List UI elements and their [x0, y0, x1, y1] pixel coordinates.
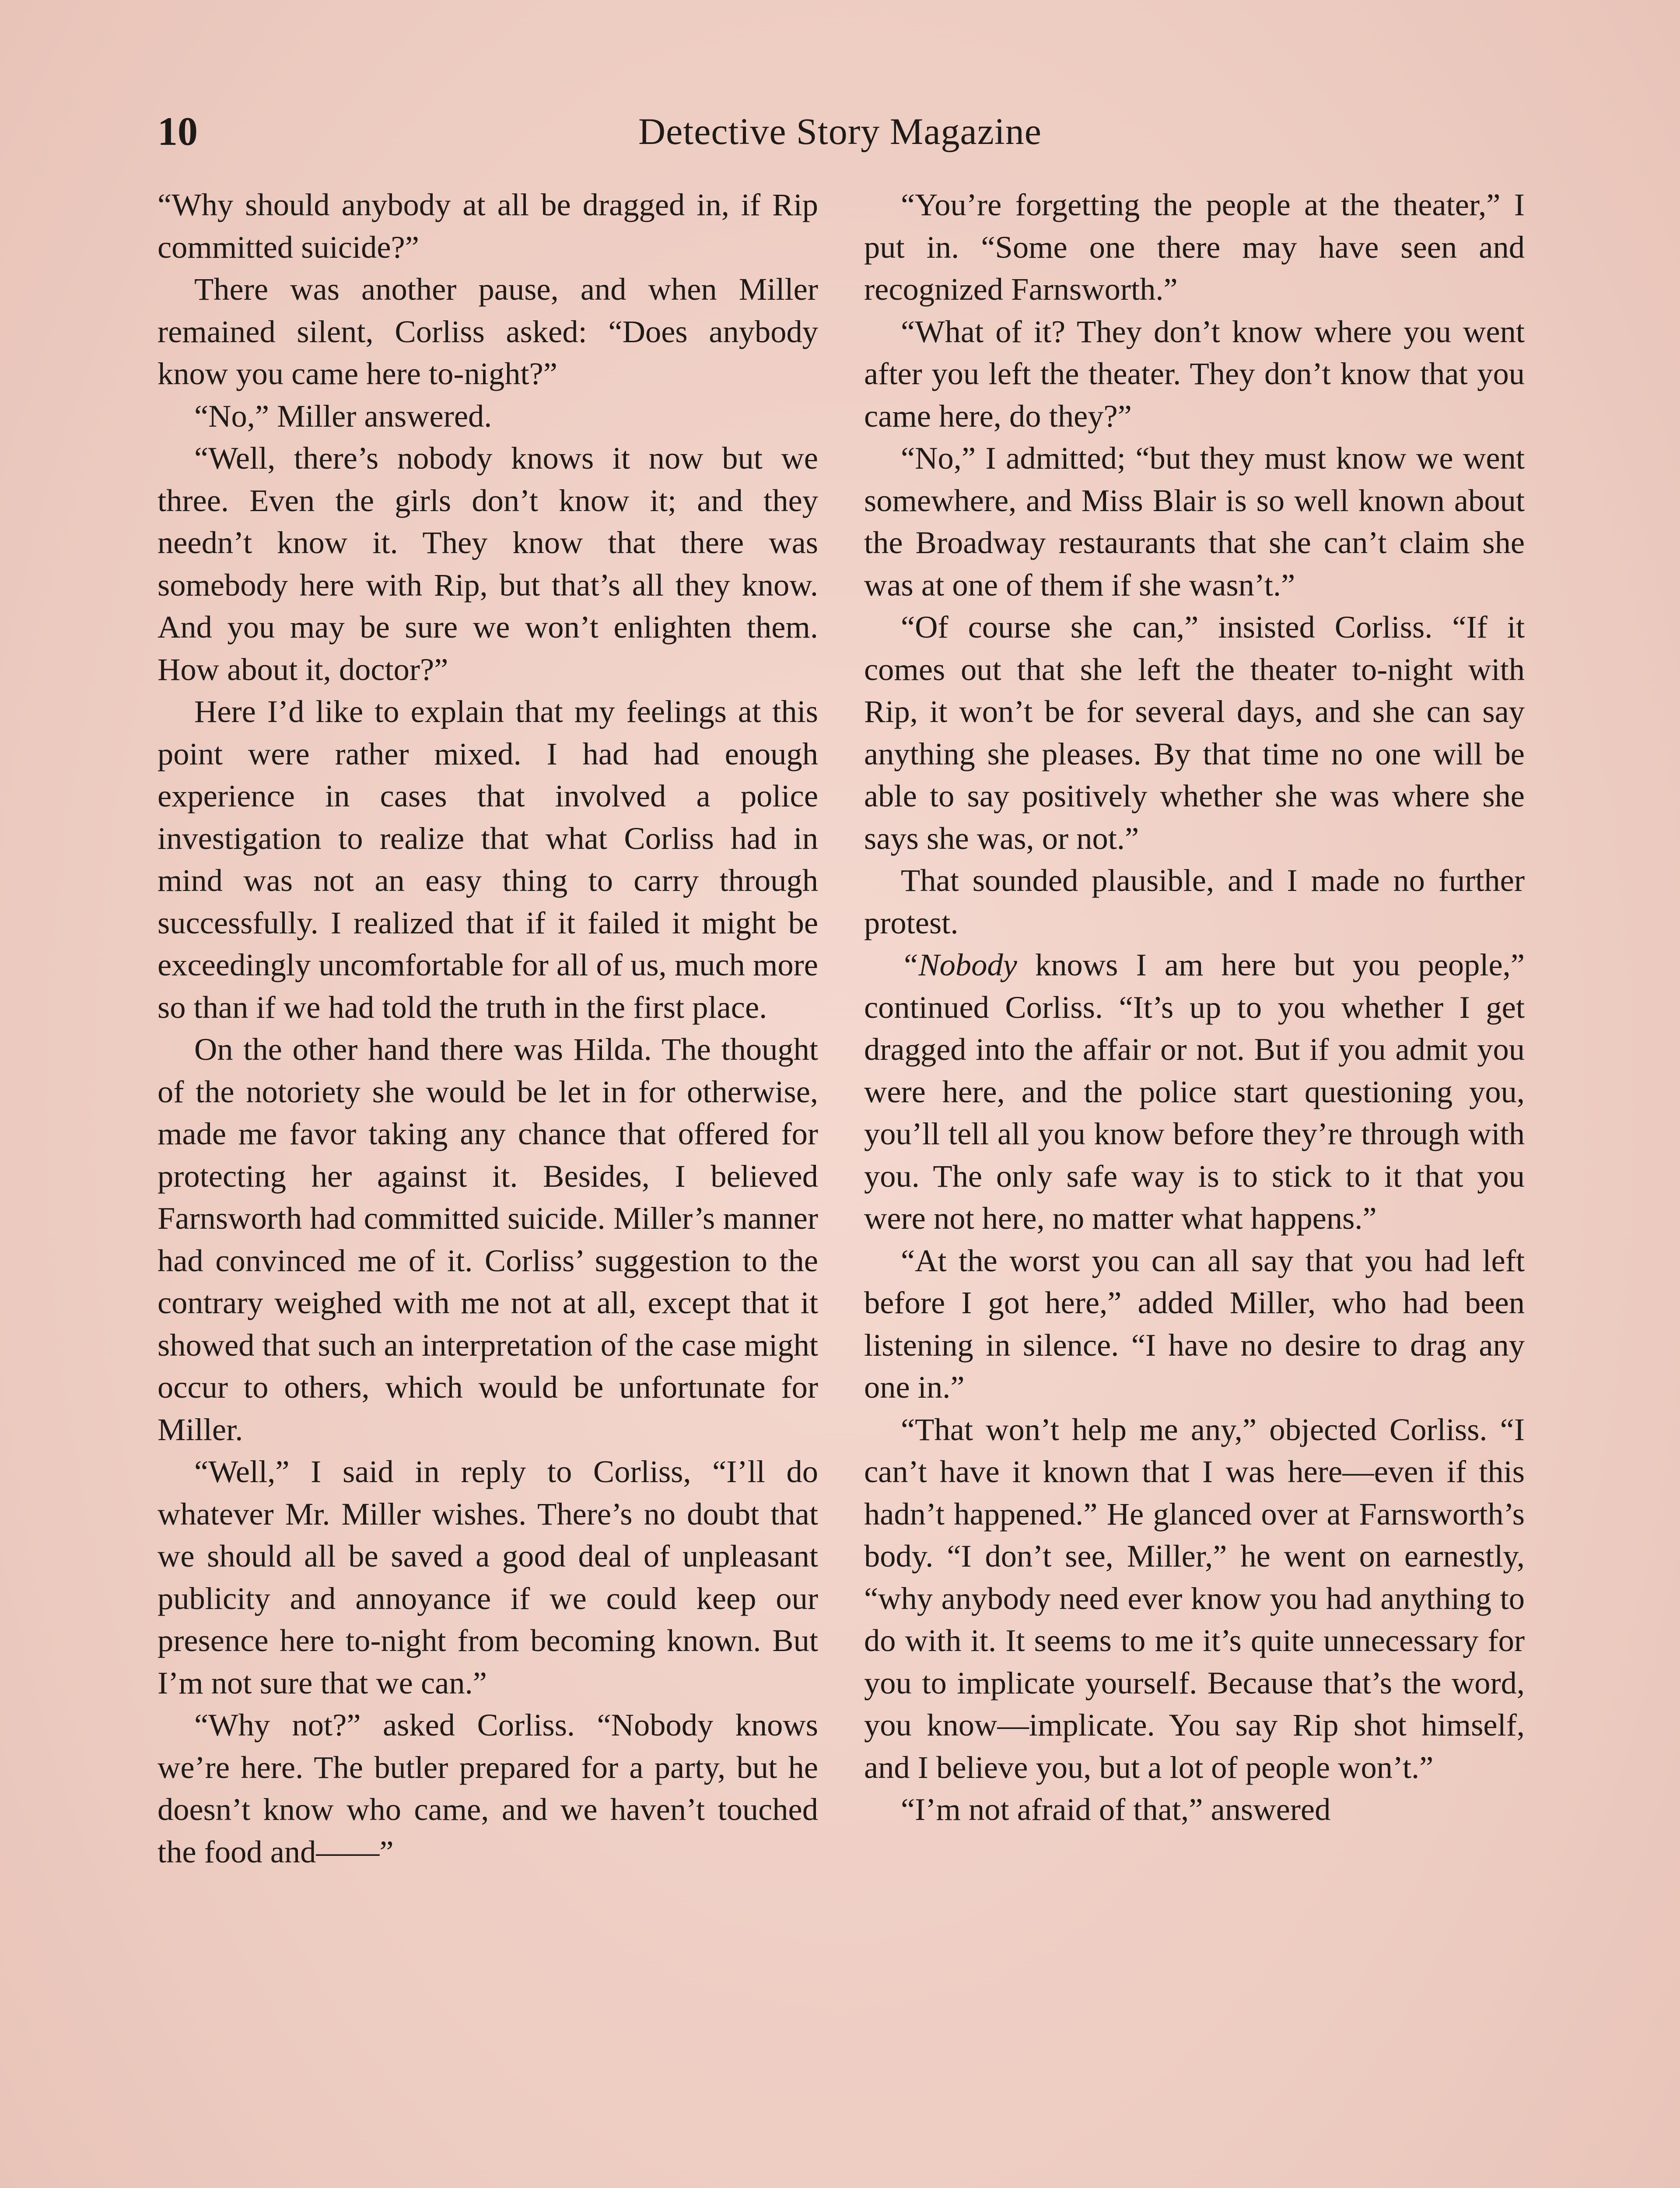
paragraph: “No,” I admitted; “but they must know we went somewhere, and Miss Blair is so well known about the Broadway restaurants that she can’t claim she was at one of them if she wasn’t.”	[864, 440, 1525, 603]
paragraph: “Why not?” asked Corliss. “Nobody knows we’re here. The butler prepared for a party, but he doesn’t know who came, and we haven’t touched the food and——”	[158, 1707, 818, 1869]
emphasized-word: “Nobody	[901, 947, 1017, 982]
paragraph: “That won’t help me any,” objected Corliss. “I can’t have it known that I was here—even if this hadn’t happened.” He glanced over at Farnsworth’s body. “I don’t see, Miller,” he went on earnestly, “why anybody need ever know you had anything to do with it. It seems to me it’s quite unnecessary for you to implicate yourself. Because that’s the word, you know—implicate. You say Rip shot himself, and I believe you, but a lot of people won’t.”	[864, 1411, 1525, 1785]
paragraph: Here I’d like to explain that my feelings at this point were rather mixed. I had had enough experience in cases that involved a police investigation to realize that what Corliss had in mind was not an easy thing to carry through successfully. I realized that if it failed it might be exceedingly uncomfortable for all of us, much more so than if we had told the truth in the first place.	[158, 694, 818, 1025]
paragraph: “Of course she can,” insisted Corliss. “If it comes out that she left the theater to-night with Rip, it won’t be for several days, and she can say anything she pleases. By that time no one will be able to say positively whether she was where she says she was, or not.”	[864, 609, 1525, 856]
paragraph: “What of it? They don’t know where you went after you left the theater. They don’t know that you came here, do they?”	[864, 313, 1525, 434]
page-header	[158, 101, 1522, 162]
paragraph: “No,” Miller answered.	[194, 398, 492, 434]
right-column	[864, 184, 1525, 1831]
paragraph: “Well, there’s nobody knows it now but we three. Even the girls don’t know it; and they needn’t know it. They know that there was somebody here with Rip, but that’s all they know. And you may be sure we won’t enlighten them. How about it, doctor?”	[158, 440, 818, 687]
left-column	[158, 184, 818, 1873]
paragraph: There was another pause, and when Miller remained silent, Corliss asked: “Does anybody know you came here to-night?”	[158, 271, 818, 391]
paragraph: “You’re forgetting the people at the theater,” I put in. “Some one there may have seen and recognized Farnsworth.”	[864, 187, 1525, 307]
paragraph: That sounded plausible, and I made no further protest.	[864, 863, 1525, 940]
paragraph: “I’m not afraid of that,” answered	[901, 1792, 1331, 1827]
paragraph: On the other hand there was Hilda. The thought of the notoriety she would be let in for otherwise, made me favor taking any chance that offered for protecting her against it. Besides, I believed Farnsworth had committed suicide. Miller’s manner had convinced me of it. Corliss’ suggestion to the contrary weighed with me not at all, except that it showed that such an interpretation of the case might occur to others, which would be unfortunate for Miller.	[158, 1031, 818, 1447]
paragraph: “Nobody knows I am here but you people,” continued Corliss. “It’s up to you whether I get dragged into the affair or not. But if you admit you were here, and the police start questioning you, you’ll tell all you know before they’re through with you. The only safe way is to stick to it that you were not here, no matter what happens.”	[864, 947, 1525, 1236]
paragraph: “At the worst you can all say that you had left before I got here,” added Miller, who had been listening in silence. “I have no desire to drag any one in.”	[864, 1242, 1525, 1405]
paragraph: “Why should anybody at all be dragged in, if Rip committed suicide?”	[158, 187, 818, 265]
page-number: 10	[158, 109, 198, 154]
paragraph: “Well,” I said in reply to Corliss, “I’ll do whatever Mr. Miller wishes. There’s no doubt that we should all be saved a good deal of unpleasant publicity and annoyance if we could keep our presence here to-night from becoming known. But I’m not sure that we can.”	[158, 1454, 818, 1701]
running-title: Detective Story Magazine	[638, 110, 1042, 152]
